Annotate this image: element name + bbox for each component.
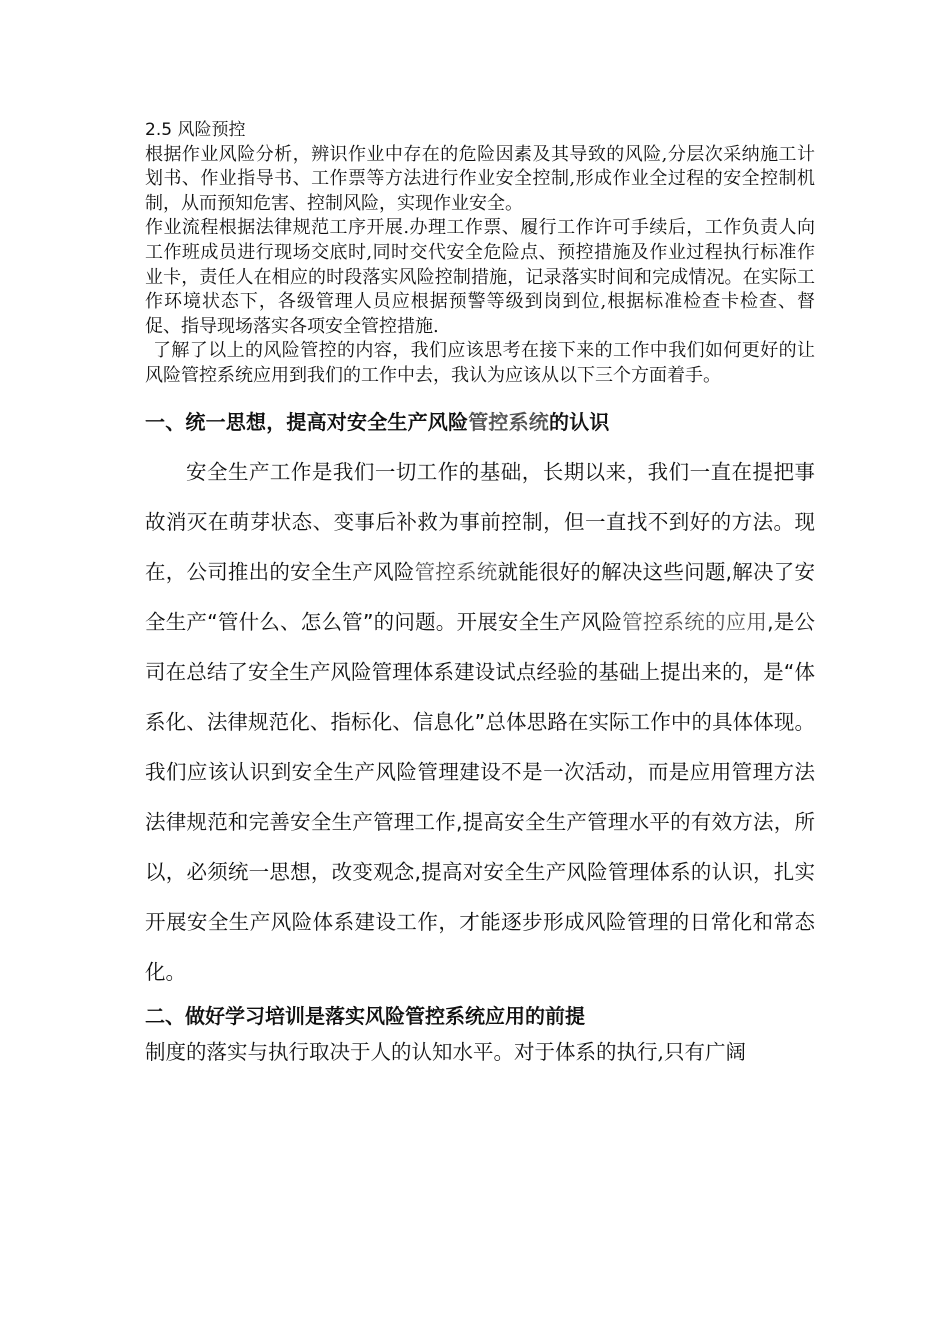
heading-training: 二、做好学习培训是落实风险管控系统应用的前提 — [145, 1003, 585, 1028]
paragraph-risk-analysis: 根据作业风险分析，辨识作业中存在的危险因素及其导致的风险,分层次采纳施工计划书、作业指导书、工作票等方法进行作业安全控制,形成作业全过程的安全控制机制，从而预知危害、控制风险，实现作业安全。 — [145, 143, 815, 214]
body1-part-c: 就能很好的解决这些问题,解决了安全生产“管什么、怎么管”的问题。开展安全生产风险 — [145, 559, 816, 634]
paragraph-training-start: 制度的落实与执行取决于人的认知水平。对于体系的执行,只有广阔 — [145, 1039, 747, 1064]
paragraph-safety-foundation — [145, 447, 815, 997]
heading-unify-thinking-part3: 的认识 — [549, 409, 610, 434]
body1-part-d: 管控系统的应用 — [622, 609, 768, 634]
document-content — [145, 118, 815, 1067]
heading-unify-thinking — [145, 407, 815, 437]
section-title: 2.5 风险预控 — [145, 120, 246, 140]
heading-unify-thinking-part1: 一、统一思想，提高对安全生产风险 — [145, 409, 469, 434]
heading-unify-thinking-part2: 管控系统 — [468, 409, 550, 434]
paragraph-transition: 了解了以上的风险管控的内容，我们应该思考在接下来的工作中我们如何更好的让风险管控系统应用到我们的工作中去，我认为应该从以下三个方面着手。 — [145, 340, 815, 386]
body1-part-e: ,是公司在总结了安全生产风险管理体系建设试点经验的基础上提出来的，是“体系化、法律规范化、指标化、信息化”总体思路在实际工作中的具体体现。我们应该认识到安全生产风险管理建设不是一次活动，而是应用管理方法法律规范和完善安全生产管理工作,提高安全生产管理水平的有效方法，所以，必须统一思想，改变观念,提高对安全生产风险管理体系的认识，扎实开展安全生产风险体系建设工作，才能逐步形成风险管理的日常化和常态化。 — [145, 609, 816, 984]
paragraph-work-process: 作业流程根据法律规范工序开展.办理工作票、履行工作许可手续后，工作负责人向工作班成员进行现场交底时,同时交代安全危险点、预控措施及作业过程执行标准作业卡，责任人在相应的时段落实风险控制措施，记录落实时间和完成情况。在实际工作环境状态下，各级管理人员应根据预警等级到岗到位,根据标准检查卡检查、督促、指导现场落实各项安全管控措施. — [145, 217, 815, 337]
body1-part-b: 管控系统 — [414, 559, 498, 584]
body1-part-a: 安全生产工作是我们一切工作的基础，长期以来，我们一直在提把事故消灭在萌芽状态、变事后补救为事前控制，但一直找不到好的方法。现在，公司推出的安全生产风险 — [145, 459, 815, 584]
